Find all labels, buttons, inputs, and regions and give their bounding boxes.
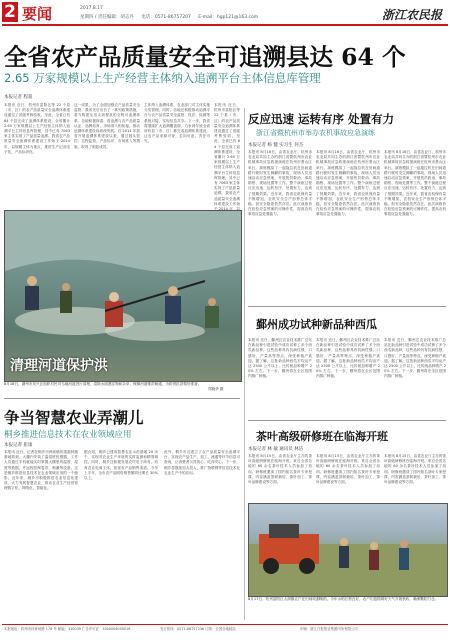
main-article-col4: 本报讯 近日，杭州市富阳区等 22 个县（市、区）的农产品质量安全追溯体系建设通过了省级考核验收。至此，全省已有 64 个县完成了追溯体系建设，全省累计 2.65 万家规模以上生产经营主体纳入追溯平台主体信息库管理，其中已有 7063 家主体实现了产品质量追溯。我省农产品质量安全追溯体系建设工作始: [214, 103, 240, 206]
phone-info: 电话：0571-86757207: [141, 15, 191, 20]
main-article-col1: 本报讯 近日，杭州市富阳区等 22 个县（市、区）的农产品质量安全追溯体系建设通过了省级考核验收。至此，全省已有 64 个县完成了追溯体系建设，全省累计 2.65 万家规模以上生产经营主体纳入追溯平台主体信息库管理，其中已有 7063 家主体实现了产品质量追溯。我省农产品质量安全追溯体系建设工作始于 2014 年，以规模主体为重点，推进生产记录电子化、产品标识化。: [4, 103, 70, 154]
story4-col1: 本报讯 近日，鄞州区农业技术推广总站在新品种引进试验中成功试种了多个西瓜新品种，这些品种具有抗病性强、口感好、产量高等特点，深受种植户欢迎。据了解，这批新品种西瓜平均亩产达 2500 公斤以上，比传统品种增产 20% 左右。下一步，鄞州将在全区范围内推广种植。: [248, 338, 312, 379]
header-meta-line2: [80, 14, 258, 20]
email-info: E-mail：hgp121@163.com: [198, 15, 259, 20]
editor-info: 星期四 / 责任编辑：胡志丹: [80, 15, 134, 20]
page-number: 2: [4, 2, 16, 22]
story4-headline: 鄞州成功试种新品种西瓜: [256, 318, 377, 331]
vertical-divider: [244, 108, 245, 620]
divider-2: [248, 306, 446, 307]
divider-1: [4, 398, 240, 399]
story3-col3: 本报讯 8月16日，由省农业厅、杭州市农业局共同主办的浙江省暨杭州市农业机械事故应急救援演练在杭州市萧山区举行。演练模拟了一起拖拉机在田间道路行驶时发生侧翻的事故，现场人员迅速启动应急预案，开展伤员救治、事故勘察、现场处置等工作。整个演练过程反应迅速、运转有序、处置有力，达到了预期效果。近年来，我省农机保有量不断增加，农机安全生产形势总体平稳，但安全隐患依然存在。此次演练旨在检验应急预案的可操作性，提高农机事故应急处置能力。: [384, 150, 446, 217]
main-article-col3: 主体纳入追溯体系，农业部门对主体实施分类管理。同时，各地还积极推动追溯平台与农产品质量安全监管、执法、检测等系统对接，实现信息共享。下一步，我省将继续扩大追溯覆盖面，力争到年底全省所有县（市、区）都完成追溯体系建设，让农产品来源可查、去向可追、责任可究。: [144, 103, 210, 144]
photo2-caption: 8月17日，杭州富阳区大源镇农户在田间收割晚稻，今年水稻长势良好，农户们抢抓晴好天气开展秋收，确保颗粒归仓。: [248, 597, 439, 601]
story2-headline: 争当智慧农业弄潮儿: [4, 408, 144, 427]
footer-rule: [2, 624, 448, 625]
main-subtitle: 2.65 万家规模以上生产经营主体纳入追溯平台主体信息库管理: [4, 71, 321, 85]
story5-col1: 本报讯 8月15日，由省农业厅主办的茶叶高级研修班在临海开班。来自全省各地的 60 余名茶叶技术人员参加了培训。研修班邀请了国内知名茶叶专家授课，内容涵盖茶树栽培、茶叶加工、茶叶品牌建设等方面。: [248, 454, 312, 485]
story5-col2: 本报讯 8月15日，由省农业厅主办的茶叶高级研修班在临海开班。来自全省各地的 60 余名茶叶技术人员参加了培训。研修班邀请了国内知名茶叶专家授课，内容涵盖茶树栽培、茶叶加工、茶叶品牌建设等方面。: [316, 454, 380, 485]
footer-address: 本报地址：杭州市体育场路 178 号 邮编：310039 广告许可证：3300004000016: [4, 627, 131, 631]
story2-col2: 据介绍，桐乡已建成智慧农业示范基地 20 余个，实现对农业生产环境的实时监测和精准调控。同时，桐乡还积极发展农村电子商务，培育农业电商主体，拓宽农产品销售渠道。今年上半年，全市农产品网络销售额同比增长 30% 以上。: [84, 450, 158, 481]
masthead: 浙江农民报: [381, 8, 442, 22]
harvest-photo: [248, 503, 448, 597]
harvest-illustration: [249, 504, 447, 596]
story3-subtitle: 浙江省暨杭州市举办农机事故应急演练: [256, 129, 375, 137]
photo1-credit: 郑晓华 摄: [208, 387, 224, 391]
story5-headline: 茶叶高级研修班在临海开班: [256, 430, 388, 443]
header-meta-line1: [80, 6, 103, 11]
story3-byline: 本报记者 杨 健 实习生 何杰: [248, 143, 304, 148]
story4-col3: 本报讯 近日，鄞州区农业技术推广总站在新品种引进试验中成功试种了多个西瓜新品种，这些品种具有抗病性强、口感好、产量高等特点，深受种植户欢迎。据了解，这批新品种西瓜平均亩产达 2500 公斤以上，比传统品种增产 20% 左右。下一步，鄞州将在全区范围内推广种植。: [384, 338, 446, 379]
footer-printer: 印刷：浙江日报报业集团印务有限公司: [300, 627, 358, 631]
story2-col1: 本报讯 近日，记者在桐乡市洲泉镇的果蔬种植基地看到，大棚内安装了温湿度传感器，工作人员通过手机就能实时掌握大棚里的温度、湿度等数据，并远程控制卷帘、喷灌等设备。这是桐乡推进信息技术在农业领域应用的一个缩影。近年来，桐乡市积极推进农业信息化建设，大力发展智慧农业，推动农业生产经营管理数字化、网络化、智能化。: [4, 450, 78, 491]
story2-col3: 此外，桐乡市还建立了农产品质量安全追溯平台，实现农产品生产、加工、流通等环节信息可查询，让消费者买得放心、吃得安心。下一步，桐乡将继续加大投入，推广物联网等信息技术在农业生产中的应用。: [164, 450, 240, 475]
photo1-caption: 8月16日，湖州市吴兴区组织村民对当地河道进行清理，清除水面漂浮物和杂草，保障河道排洪畅通，为防汛抗洪做好准备。: [4, 382, 202, 386]
issue-date: 2017.8.17: [80, 6, 103, 11]
divider-3: [248, 420, 446, 421]
header-rule: [2, 24, 448, 26]
story5-byline: 本报记者 林 敏 通讯员 林洁: [248, 447, 304, 452]
main-headline: 全省农产品质量安全可追溯县达 64 个: [4, 43, 406, 71]
story5-col3: 本报讯 8月15日，由省农业厅主办的茶叶高级研修班在临海开班。来自全省各地的 60 余名茶叶技术人员参加了培训。研修班邀请了国内知名茶叶专家授课，内容涵盖茶树栽培、茶叶加工、茶叶品牌建设等方面。: [384, 454, 446, 485]
photo-overlay-title: 清理河道保护洪: [10, 358, 108, 374]
footer-distribution: 发行热线：0571-86757236 订阅：全国各地邮局: [160, 627, 236, 631]
story2-byline: 本报记者 崔康: [4, 443, 33, 448]
section-title: 要闻: [22, 5, 53, 23]
story4-col2: 本报讯 近日，鄞州区农业技术推广总站在新品种引进试验中成功试种了多个西瓜新品种，这些品种具有抗病性强、口感好、产量高等特点，深受种植户欢迎。据了解，这批新品种西瓜平均亩产达 2500 公斤以上，比传统品种增产 20% 左右。下一步，鄞州将在全区范围内推广种植。: [316, 338, 380, 379]
story3-col1: 本报讯 8月16日，由省农业厅、杭州市农业局共同主办的浙江省暨杭州市农业机械事故应急救援演练在杭州市萧山区举行。演练模拟了一起拖拉机在田间道路行驶时发生侧翻的事故，现场人员迅速启动应急预案，开展伤员救治、事故勘察、现场处置等工作。整个演练过程反应迅速、运转有序、处置有力，达到了预期效果。近年来，我省农机保有量不断增加，农机安全生产形势总体平稳，但安全隐患依然存在。此次演练旨在检验应急预案的可操作性，提高农机事故应急处置能力。: [248, 150, 312, 217]
main-byline: 本报记者 程超: [4, 95, 33, 100]
story3-headline: 反应迅速 运转有序 处置有力: [248, 112, 395, 126]
main-article-col2: 这一成果，为了全面加强农产品质量安全监管，我省先后出台了一系列政策措施，着力构建从田头到餐桌的全程可追溯体系。各地积极探索，将追溯与农产品质量认证、品牌培育、市场准入相衔接，推动追溯体系建设向纵深发展。自 2014 年我省开展追溯体系建设以来，通过源头管控、过程监管、产品标识、市场准入等措施，取得了明显成效。: [74, 103, 140, 149]
story2-subtitle: 桐乡推进信息技术在农业领域应用: [4, 430, 132, 440]
story3-col2: 本报讯 8月16日，由省农业厅、杭州市农业局共同主办的浙江省暨杭州市农业机械事故应急救援演练在杭州市萧山区举行。演练模拟了一起拖拉机在田间道路行驶时发生侧翻的事故，现场人员迅速启动应急预案，开展伤员救治、事故勘察、现场处置等工作。整个演练过程反应迅速、运转有序、处置有力，达到了预期效果。近年来，我省农机保有量不断增加，农机安全生产形势总体平稳，但安全隐患依然存在。此次演练旨在检验应急预案的可操作性，提高农机事故应急处置能力。: [316, 150, 380, 217]
